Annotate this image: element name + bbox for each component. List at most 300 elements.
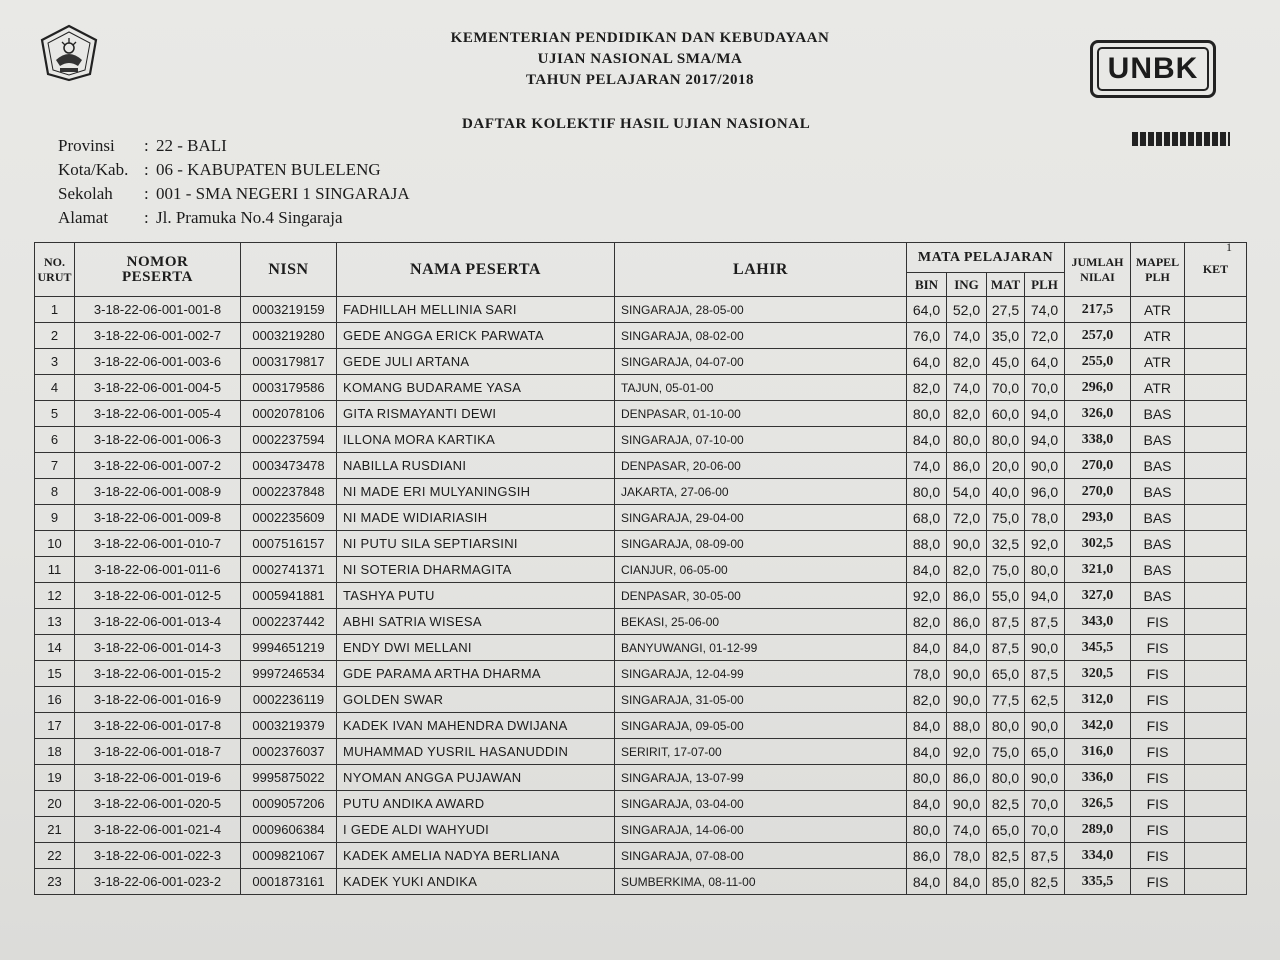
mapel-plh-cell: FIS <box>1131 739 1185 765</box>
mat-score-cell: 65,0 <box>987 661 1025 687</box>
nisn-cell: 0002235609 <box>241 505 337 531</box>
mat-score-cell: 55,0 <box>987 583 1025 609</box>
info-row-provinsi <box>58 134 410 158</box>
bin-score-cell: 84,0 <box>907 739 947 765</box>
bin-score-cell: 86,0 <box>907 843 947 869</box>
plh-score-cell: 62,5 <box>1025 687 1065 713</box>
bin-score-cell: 80,0 <box>907 817 947 843</box>
bin-score-cell: 84,0 <box>907 869 947 895</box>
nomor-peserta-cell: 3-18-22-06-001-004-5 <box>75 375 241 401</box>
jumlah-nilai-cell: 326,5 <box>1065 791 1131 817</box>
bin-score-cell: 82,0 <box>907 375 947 401</box>
ket-cell <box>1185 583 1247 609</box>
school-info <box>58 134 410 230</box>
plh-score-cell: 94,0 <box>1025 583 1065 609</box>
plh-score-cell: 70,0 <box>1025 791 1065 817</box>
plh-score-cell: 96,0 <box>1025 479 1065 505</box>
nisn-cell: 0009057206 <box>241 791 337 817</box>
ing-score-cell: 90,0 <box>947 791 987 817</box>
jumlah-nilai-cell: 343,0 <box>1065 609 1131 635</box>
ket-cell <box>1185 635 1247 661</box>
nomor-peserta-cell: 3-18-22-06-001-006-3 <box>75 427 241 453</box>
jumlah-nilai-cell: 289,0 <box>1065 817 1131 843</box>
mat-score-cell: 82,5 <box>987 843 1025 869</box>
ket-cell <box>1185 557 1247 583</box>
nomor-peserta-cell: 3-18-22-06-001-005-4 <box>75 401 241 427</box>
lahir-cell: SINGARAJA, 08-09-00 <box>615 531 907 557</box>
row-number: 19 <box>35 765 75 791</box>
col-plh: PLH <box>1025 273 1065 297</box>
ket-cell <box>1185 427 1247 453</box>
ing-score-cell: 92,0 <box>947 739 987 765</box>
bin-score-cell: 74,0 <box>907 453 947 479</box>
ing-score-cell: 88,0 <box>947 713 987 739</box>
col-nama-peserta: NAMA PESERTA <box>337 243 615 297</box>
nama-peserta-cell: GITA RISMAYANTI DEWI <box>337 401 615 427</box>
jumlah-nilai-cell: 335,5 <box>1065 869 1131 895</box>
nomor-peserta-cell: 3-18-22-06-001-007-2 <box>75 453 241 479</box>
jumlah-nilai-cell: 345,5 <box>1065 635 1131 661</box>
nama-peserta-cell: PUTU ANDIKA AWARD <box>337 791 615 817</box>
ing-score-cell: 82,0 <box>947 557 987 583</box>
table-row <box>35 609 1247 635</box>
nisn-cell: 0002237594 <box>241 427 337 453</box>
col-mata-pelajaran: MATA PELAJARAN <box>907 243 1065 273</box>
col-no-urut: NO. URUT <box>35 243 75 297</box>
mapel-plh-cell: FIS <box>1131 791 1185 817</box>
nomor-peserta-cell: 3-18-22-06-001-019-6 <box>75 765 241 791</box>
ing-score-cell: 54,0 <box>947 479 987 505</box>
mapel-plh-cell: BAS <box>1131 505 1185 531</box>
jumlah-nilai-cell: 334,0 <box>1065 843 1131 869</box>
ket-cell <box>1185 297 1247 323</box>
row-number: 17 <box>35 713 75 739</box>
mat-score-cell: 82,5 <box>987 791 1025 817</box>
document-header <box>380 28 900 91</box>
col-nomor-peserta: NOMOR PESERTA <box>75 243 241 297</box>
info-row-kota <box>58 158 410 182</box>
jumlah-nilai-cell: 270,0 <box>1065 453 1131 479</box>
nama-peserta-cell: TASHYA PUTU <box>337 583 615 609</box>
nisn-cell: 0002237848 <box>241 479 337 505</box>
table-row <box>35 479 1247 505</box>
lahir-cell: SINGARAJA, 31-05-00 <box>615 687 907 713</box>
plh-score-cell: 90,0 <box>1025 713 1065 739</box>
mat-score-cell: 20,0 <box>987 453 1025 479</box>
plh-score-cell: 90,0 <box>1025 453 1065 479</box>
unbk-badge-label: UNBK <box>1097 47 1209 91</box>
bin-score-cell: 80,0 <box>907 401 947 427</box>
jumlah-nilai-cell: 270,0 <box>1065 479 1131 505</box>
mat-score-cell: 32,5 <box>987 531 1025 557</box>
ket-cell <box>1185 869 1247 895</box>
ing-score-cell: 86,0 <box>947 765 987 791</box>
ing-score-cell: 74,0 <box>947 817 987 843</box>
mapel-plh-cell: BAS <box>1131 531 1185 557</box>
table-row <box>35 583 1247 609</box>
plh-score-cell: 78,0 <box>1025 505 1065 531</box>
nisn-cell: 0003473478 <box>241 453 337 479</box>
jumlah-nilai-cell: 296,0 <box>1065 375 1131 401</box>
plh-score-cell: 90,0 <box>1025 635 1065 661</box>
nisn-cell: 0002741371 <box>241 557 337 583</box>
nomor-peserta-cell: 3-18-22-06-001-001-8 <box>75 297 241 323</box>
bin-score-cell: 84,0 <box>907 791 947 817</box>
jumlah-nilai-cell: 217,5 <box>1065 297 1131 323</box>
table-row <box>35 349 1247 375</box>
nomor-peserta-cell: 3-18-22-06-001-015-2 <box>75 661 241 687</box>
lahir-cell: DENPASAR, 01-10-00 <box>615 401 907 427</box>
info-value: 001 - SMA NEGERI 1 SINGARAJA <box>156 184 410 203</box>
mapel-plh-cell: FIS <box>1131 635 1185 661</box>
jumlah-nilai-cell: 312,0 <box>1065 687 1131 713</box>
ing-score-cell: 86,0 <box>947 453 987 479</box>
tut-wuri-handayani-emblem-icon <box>38 24 100 82</box>
mat-score-cell: 75,0 <box>987 505 1025 531</box>
ing-score-cell: 80,0 <box>947 427 987 453</box>
col-mat: MAT <box>987 273 1025 297</box>
mat-score-cell: 65,0 <box>987 817 1025 843</box>
table-row <box>35 297 1247 323</box>
nama-peserta-cell: MUHAMMAD YUSRIL HASANUDDIN <box>337 739 615 765</box>
nisn-cell: 0002376037 <box>241 739 337 765</box>
ket-cell <box>1185 453 1247 479</box>
mapel-plh-cell: FIS <box>1131 687 1185 713</box>
nisn-cell: 9994651219 <box>241 635 337 661</box>
table-row <box>35 401 1247 427</box>
info-row-alamat <box>58 206 410 230</box>
ket-cell <box>1185 323 1247 349</box>
plh-score-cell: 74,0 <box>1025 297 1065 323</box>
ket-cell <box>1185 375 1247 401</box>
nomor-peserta-cell: 3-18-22-06-001-002-7 <box>75 323 241 349</box>
row-number: 14 <box>35 635 75 661</box>
nama-peserta-cell: NI PUTU SILA SEPTIARSINI <box>337 531 615 557</box>
bin-score-cell: 84,0 <box>907 635 947 661</box>
row-number: 16 <box>35 687 75 713</box>
col-lahir: LAHIR <box>615 243 907 297</box>
row-number: 5 <box>35 401 75 427</box>
ing-score-cell: 82,0 <box>947 349 987 375</box>
row-number: 9 <box>35 505 75 531</box>
table-row <box>35 817 1247 843</box>
lahir-cell: SINGARAJA, 03-04-00 <box>615 791 907 817</box>
ket-cell <box>1185 401 1247 427</box>
mapel-plh-cell: FIS <box>1131 765 1185 791</box>
row-number: 12 <box>35 583 75 609</box>
mat-score-cell: 87,5 <box>987 635 1025 661</box>
jumlah-nilai-cell: 321,0 <box>1065 557 1131 583</box>
mat-score-cell: 80,0 <box>987 427 1025 453</box>
ket-cell <box>1185 479 1247 505</box>
nisn-cell: 9995875022 <box>241 765 337 791</box>
bin-score-cell: 80,0 <box>907 765 947 791</box>
table-row <box>35 453 1247 479</box>
jumlah-nilai-cell: 255,0 <box>1065 349 1131 375</box>
jumlah-nilai-cell: 342,0 <box>1065 713 1131 739</box>
lahir-cell: SINGARAJA, 28-05-00 <box>615 297 907 323</box>
nomor-peserta-cell: 3-18-22-06-001-023-2 <box>75 869 241 895</box>
nomor-peserta-cell: 3-18-22-06-001-021-4 <box>75 817 241 843</box>
lahir-cell: SINGARAJA, 08-02-00 <box>615 323 907 349</box>
lahir-cell: CIANJUR, 06-05-00 <box>615 557 907 583</box>
nomor-peserta-cell: 3-18-22-06-001-022-3 <box>75 843 241 869</box>
info-label: Sekolah <box>58 184 113 203</box>
lahir-cell: DENPASAR, 20-06-00 <box>615 453 907 479</box>
table-row <box>35 739 1247 765</box>
ing-score-cell: 90,0 <box>947 661 987 687</box>
mapel-plh-cell: BAS <box>1131 557 1185 583</box>
mapel-plh-cell: ATR <box>1131 323 1185 349</box>
mapel-plh-cell: BAS <box>1131 427 1185 453</box>
mat-score-cell: 27,5 <box>987 297 1025 323</box>
row-number: 13 <box>35 609 75 635</box>
row-number: 2 <box>35 323 75 349</box>
ing-score-cell: 74,0 <box>947 375 987 401</box>
nomor-peserta-cell: 3-18-22-06-001-014-3 <box>75 635 241 661</box>
nomor-peserta-cell: 3-18-22-06-001-016-9 <box>75 687 241 713</box>
lahir-cell: SINGARAJA, 13-07-99 <box>615 765 907 791</box>
nisn-cell: 0009821067 <box>241 843 337 869</box>
bin-score-cell: 92,0 <box>907 583 947 609</box>
bin-score-cell: 82,0 <box>907 687 947 713</box>
nama-peserta-cell: GDE PARAMA ARTHA DHARMA <box>337 661 615 687</box>
academic-year: TAHUN PELAJARAN 2017/2018 <box>525 72 755 88</box>
ket-cell <box>1185 765 1247 791</box>
ing-score-cell: 90,0 <box>947 687 987 713</box>
bin-score-cell: 80,0 <box>907 479 947 505</box>
info-separator: : <box>144 208 149 227</box>
jumlah-nilai-cell: 338,0 <box>1065 427 1131 453</box>
col-bin: BIN <box>907 273 947 297</box>
bin-score-cell: 84,0 <box>907 557 947 583</box>
mapel-plh-cell: FIS <box>1131 869 1185 895</box>
jumlah-nilai-cell: 293,0 <box>1065 505 1131 531</box>
table-row <box>35 843 1247 869</box>
ing-score-cell: 74,0 <box>947 323 987 349</box>
table-row <box>35 713 1247 739</box>
nomor-peserta-cell: 3-18-22-06-001-003-6 <box>75 349 241 375</box>
bin-score-cell: 88,0 <box>907 531 947 557</box>
ing-score-cell: 86,0 <box>947 583 987 609</box>
plh-score-cell: 92,0 <box>1025 531 1065 557</box>
jumlah-nilai-cell: 327,0 <box>1065 583 1131 609</box>
jumlah-nilai-cell: 302,5 <box>1065 531 1131 557</box>
plh-score-cell: 90,0 <box>1025 765 1065 791</box>
lahir-cell: SINGARAJA, 07-08-00 <box>615 843 907 869</box>
info-value: 06 - KABUPATEN BULELENG <box>156 160 381 179</box>
nama-peserta-cell: GEDE JULI ARTANA <box>337 349 615 375</box>
lahir-cell: DENPASAR, 30-05-00 <box>615 583 907 609</box>
nama-peserta-cell: KOMANG BUDARAME YASA <box>337 375 615 401</box>
row-number: 22 <box>35 843 75 869</box>
mapel-plh-cell: FIS <box>1131 661 1185 687</box>
nama-peserta-cell: ILLONA MORA KARTIKA <box>337 427 615 453</box>
mat-score-cell: 40,0 <box>987 479 1025 505</box>
nisn-cell: 0005941881 <box>241 583 337 609</box>
nomor-peserta-cell: 3-18-22-06-001-017-8 <box>75 713 241 739</box>
bin-score-cell: 64,0 <box>907 297 947 323</box>
ket-cell <box>1185 739 1247 765</box>
mapel-plh-cell: FIS <box>1131 609 1185 635</box>
plh-score-cell: 87,5 <box>1025 843 1065 869</box>
nisn-cell: 0003219159 <box>241 297 337 323</box>
col-ing: ING <box>947 273 987 297</box>
ministry-name: KEMENTERIAN PENDIDIKAN DAN KEBUDAYAAN <box>450 30 830 46</box>
mapel-plh-cell: ATR <box>1131 349 1185 375</box>
nama-peserta-cell: FADHILLAH MELLINIA SARI <box>337 297 615 323</box>
table-row <box>35 687 1247 713</box>
ing-score-cell: 84,0 <box>947 869 987 895</box>
row-number: 10 <box>35 531 75 557</box>
lahir-cell: SINGARAJA, 07-10-00 <box>615 427 907 453</box>
mapel-plh-cell: FIS <box>1131 817 1185 843</box>
ket-cell <box>1185 349 1247 375</box>
plh-score-cell: 70,0 <box>1025 375 1065 401</box>
lahir-cell: SUMBERKIMA, 08-11-00 <box>615 869 907 895</box>
nisn-cell: 0002078106 <box>241 401 337 427</box>
row-number: 4 <box>35 375 75 401</box>
nama-peserta-cell: KADEK YUKI ANDIKA <box>337 869 615 895</box>
jumlah-nilai-cell: 320,5 <box>1065 661 1131 687</box>
lahir-cell: SINGARAJA, 29-04-00 <box>615 505 907 531</box>
lahir-cell: SINGARAJA, 14-06-00 <box>615 817 907 843</box>
mat-score-cell: 77,5 <box>987 687 1025 713</box>
col-ket: KET <box>1185 243 1247 297</box>
ket-cell <box>1185 505 1247 531</box>
plh-score-cell: 87,5 <box>1025 609 1065 635</box>
nomor-peserta-cell: 3-18-22-06-001-020-5 <box>75 791 241 817</box>
nisn-cell: 9997246534 <box>241 661 337 687</box>
mat-score-cell: 75,0 <box>987 557 1025 583</box>
mat-score-cell: 75,0 <box>987 739 1025 765</box>
document-title: DAFTAR KOLEKTIF HASIL UJIAN NASIONAL <box>462 116 811 132</box>
table-row <box>35 635 1247 661</box>
ket-cell <box>1185 687 1247 713</box>
table-row <box>35 531 1247 557</box>
info-separator: : <box>144 160 149 179</box>
ket-cell <box>1185 713 1247 739</box>
nisn-cell: 0003179817 <box>241 349 337 375</box>
row-number: 3 <box>35 349 75 375</box>
nama-peserta-cell: GEDE ANGGA ERICK PARWATA <box>337 323 615 349</box>
row-number: 21 <box>35 817 75 843</box>
mat-score-cell: 85,0 <box>987 869 1025 895</box>
nama-peserta-cell: NI SOTERIA DHARMAGITA <box>337 557 615 583</box>
bin-score-cell: 82,0 <box>907 609 947 635</box>
lahir-cell: BANYUWANGI, 01-12-99 <box>615 635 907 661</box>
lahir-cell: TAJUN, 05-01-00 <box>615 375 907 401</box>
nisn-cell: 0003219280 <box>241 323 337 349</box>
bin-score-cell: 64,0 <box>907 349 947 375</box>
nomor-peserta-cell: 3-18-22-06-001-010-7 <box>75 531 241 557</box>
nomor-peserta-cell: 3-18-22-06-001-013-4 <box>75 609 241 635</box>
ing-score-cell: 78,0 <box>947 843 987 869</box>
row-number: 7 <box>35 453 75 479</box>
table-row <box>35 505 1247 531</box>
row-number: 6 <box>35 427 75 453</box>
nomor-peserta-cell: 3-18-22-06-001-009-8 <box>75 505 241 531</box>
row-number: 18 <box>35 739 75 765</box>
lahir-cell: BEKASI, 25-06-00 <box>615 609 907 635</box>
ket-cell <box>1185 817 1247 843</box>
info-value: 22 - BALI <box>156 136 227 155</box>
nama-peserta-cell: ABHI SATRIA WISESA <box>337 609 615 635</box>
ket-cell <box>1185 661 1247 687</box>
table-row <box>35 661 1247 687</box>
mat-score-cell: 45,0 <box>987 349 1025 375</box>
page-number: 1 <box>1226 240 1232 254</box>
nisn-cell: 0007516157 <box>241 531 337 557</box>
unbk-badge <box>1090 40 1216 98</box>
row-number: 8 <box>35 479 75 505</box>
lahir-cell: SERIRIT, 17-07-00 <box>615 739 907 765</box>
info-value: Jl. Pramuka No.4 Singaraja <box>156 208 343 227</box>
plh-score-cell: 64,0 <box>1025 349 1065 375</box>
plh-score-cell: 94,0 <box>1025 401 1065 427</box>
nisn-cell: 0003219379 <box>241 713 337 739</box>
ing-score-cell: 72,0 <box>947 505 987 531</box>
nisn-cell: 0009606384 <box>241 817 337 843</box>
plh-score-cell: 82,5 <box>1025 869 1065 895</box>
mapel-plh-cell: BAS <box>1131 479 1185 505</box>
ing-score-cell: 52,0 <box>947 297 987 323</box>
plh-score-cell: 72,0 <box>1025 323 1065 349</box>
info-label: Alamat <box>58 208 109 227</box>
nisn-cell: 0003179586 <box>241 375 337 401</box>
nomor-peserta-cell: 3-18-22-06-001-011-6 <box>75 557 241 583</box>
lahir-cell: SINGARAJA, 04-07-00 <box>615 349 907 375</box>
row-number: 1 <box>35 297 75 323</box>
mapel-plh-cell: FIS <box>1131 843 1185 869</box>
ing-score-cell: 84,0 <box>947 635 987 661</box>
mat-score-cell: 80,0 <box>987 713 1025 739</box>
nama-peserta-cell: NYOMAN ANGGA PUJAWAN <box>337 765 615 791</box>
nama-peserta-cell: I GEDE ALDI WAHYUDI <box>337 817 615 843</box>
barcode-icon <box>1132 132 1230 146</box>
table-row <box>35 323 1247 349</box>
results-table <box>34 242 1247 895</box>
ket-cell <box>1185 609 1247 635</box>
info-row-sekolah <box>58 182 410 206</box>
lahir-cell: JAKARTA, 27-06-00 <box>615 479 907 505</box>
nisn-cell: 0002237442 <box>241 609 337 635</box>
plh-score-cell: 87,5 <box>1025 661 1065 687</box>
bin-score-cell: 68,0 <box>907 505 947 531</box>
mat-score-cell: 60,0 <box>987 401 1025 427</box>
mat-score-cell: 80,0 <box>987 765 1025 791</box>
row-number: 11 <box>35 557 75 583</box>
nomor-peserta-cell: 3-18-22-06-001-012-5 <box>75 583 241 609</box>
plh-score-cell: 65,0 <box>1025 739 1065 765</box>
mat-score-cell: 35,0 <box>987 323 1025 349</box>
ing-score-cell: 90,0 <box>947 531 987 557</box>
nama-peserta-cell: NI MADE WIDIARIASIH <box>337 505 615 531</box>
bin-score-cell: 84,0 <box>907 713 947 739</box>
mapel-plh-cell: BAS <box>1131 453 1185 479</box>
mapel-plh-cell: BAS <box>1131 583 1185 609</box>
col-mapel-plh: MAPEL PLH <box>1131 243 1185 297</box>
info-label: Kota/Kab. <box>58 160 129 179</box>
mapel-plh-cell: ATR <box>1131 297 1185 323</box>
bin-score-cell: 78,0 <box>907 661 947 687</box>
nomor-peserta-cell: 3-18-22-06-001-008-9 <box>75 479 241 505</box>
plh-score-cell: 70,0 <box>1025 817 1065 843</box>
jumlah-nilai-cell: 326,0 <box>1065 401 1131 427</box>
nisn-cell: 0002236119 <box>241 687 337 713</box>
exam-name: UJIAN NASIONAL SMA/MA <box>537 51 743 67</box>
table-row <box>35 869 1247 895</box>
